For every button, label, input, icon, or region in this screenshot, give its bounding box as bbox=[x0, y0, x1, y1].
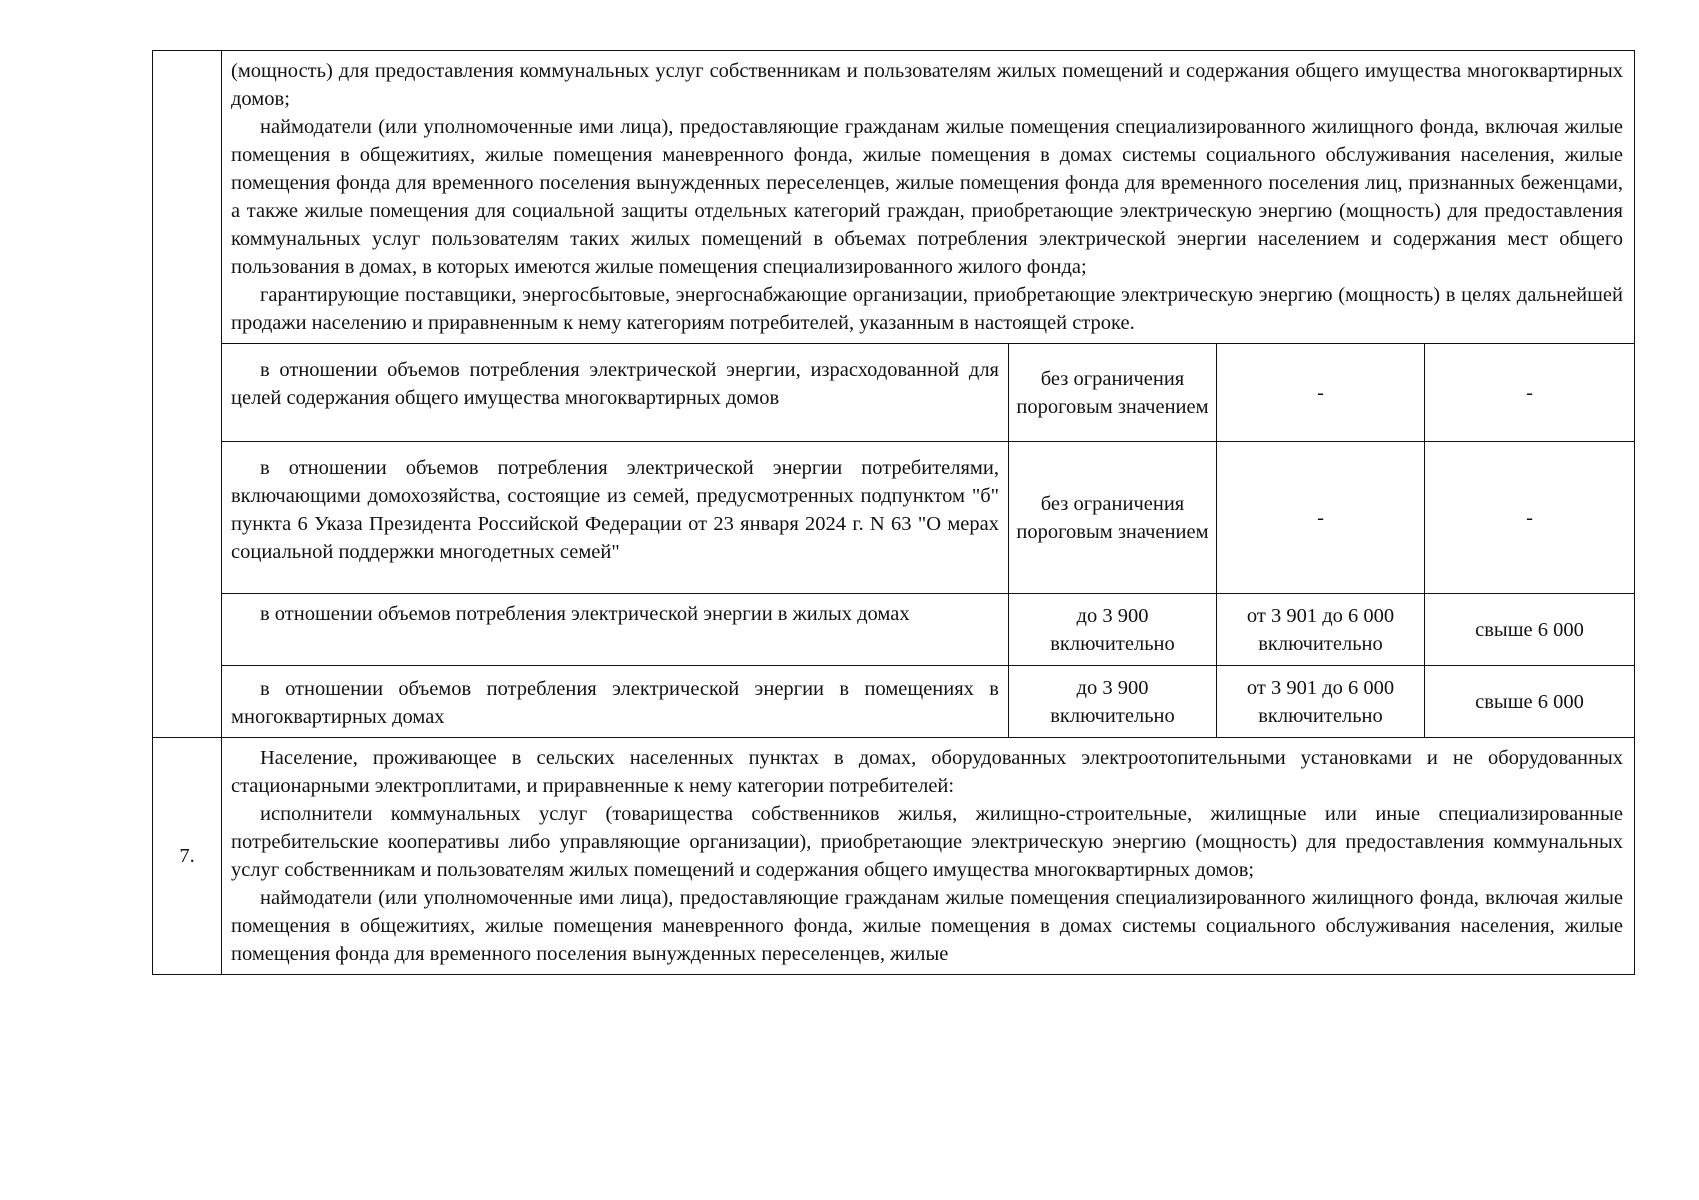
row-description: в отношении объемов потребления электрической энергии, израсходованной для целей содержания общего имущества многоквартирных домов bbox=[222, 344, 1009, 442]
threshold-value-2: - bbox=[1217, 344, 1425, 442]
tariff-table bbox=[152, 50, 1635, 975]
threshold-value-3: свыше 6 000 bbox=[1425, 594, 1635, 666]
paragraph: наймодатели (или уполномоченные ими лица), предоставляющие гражданам жилые помещения специализированного жилищного фонда, включая жилые помещения в общежитиях, жилые помещения маневренного фонда, жилые помещения в домах системы социального обслуживания населения, жилые помещения фонда для временного поселения вынужденных переселенцев, жилые bbox=[231, 887, 1623, 965]
row-description: в отношении объемов потребления электрической энергии в жилых домах bbox=[222, 594, 1009, 666]
threshold-value-1: без ограничения пороговым значением bbox=[1009, 442, 1217, 594]
threshold-value-2: от 3 901 до 6 000 включительно bbox=[1217, 594, 1425, 666]
row-number-empty bbox=[153, 51, 222, 738]
row-number: 7. bbox=[153, 738, 222, 975]
threshold-value-1: до 3 900 включительно bbox=[1009, 594, 1217, 666]
table-row bbox=[153, 344, 1635, 442]
row-description: в отношении объемов потребления электрической энергии в помещениях в многоквартирных домах bbox=[222, 666, 1009, 738]
continued-block-row bbox=[153, 51, 1635, 344]
threshold-value-3: - bbox=[1425, 344, 1635, 442]
continued-text-cell bbox=[222, 51, 1635, 344]
section-7-text-cell bbox=[222, 738, 1635, 975]
table-row bbox=[153, 594, 1635, 666]
threshold-value-2: - bbox=[1217, 442, 1425, 594]
paragraph: Население, проживающее в сельских населенных пунктах в домах, оборудованных электроотопительными установками и не оборудованных стационарными электроплитами, и приравненные к нему категории потребителей: bbox=[231, 747, 1623, 797]
paragraph: (мощность) для предоставления коммунальных услуг собственникам и пользователям жилых помещений и содержания общего имущества многоквартирных домов; bbox=[231, 60, 1623, 110]
threshold-value-2: от 3 901 до 6 000 включительно bbox=[1217, 666, 1425, 738]
threshold-value-3: - bbox=[1425, 442, 1635, 594]
threshold-value-1: до 3 900 включительно bbox=[1009, 666, 1217, 738]
paragraph: наймодатели (или уполномоченные ими лица), предоставляющие гражданам жилые помещения специализированного жилищного фонда, включая жилые помещения в общежитиях, жилые помещения маневренного фонда, жилые помещения в домах системы социального обслуживания населения, жилые помещения фонда для временного поселения вынужденных переселенцев, жилые помещения фонда для временного поселения лиц, признанных беженцами, а также жилые помещения для социальной защиты отдельных категорий граждан, приобретающие электрическую энергию (мощность) для предоставления коммунальных услуг пользователям таких жилых помещений в объемах потребления электрической энергии населением и содержания мест общего пользования в домах, в которых имеются жилые помещения специализированного жилого фонда; bbox=[231, 116, 1623, 278]
table-row bbox=[153, 442, 1635, 594]
paragraph: исполнители коммунальных услуг (товарищества собственников жилья, жилищно-строительные, жилищные или иные специализированные потребительские кооперативы либо управляющие организации), приобретающие электрическую энергию (мощность) для предоставления коммунальных услуг собственникам и пользователям жилых помещений и содержания общего имущества многоквартирных домов; bbox=[231, 803, 1623, 881]
table-row bbox=[153, 666, 1635, 738]
threshold-value-3: свыше 6 000 bbox=[1425, 666, 1635, 738]
row-description: в отношении объемов потребления электрической энергии потребителями, включающими домохозяйства, состоящие из семей, предусмотренных подпунктом "б" пункта 6 Указа Президента Российской Федерации от 23 января 2024 г. N 63 "О мерах социальной поддержки многодетных семей" bbox=[222, 442, 1009, 594]
paragraph: гарантирующие поставщики, энергосбытовые, энергоснабжающие организации, приобретающие электрическую энергию (мощность) в целях дальнейшей продажи населению и приравненным к нему категориям потребителей, указанным в настоящей строке. bbox=[231, 284, 1623, 334]
threshold-value-1: без ограничения пороговым значением bbox=[1009, 344, 1217, 442]
section-7-row bbox=[153, 738, 1635, 975]
